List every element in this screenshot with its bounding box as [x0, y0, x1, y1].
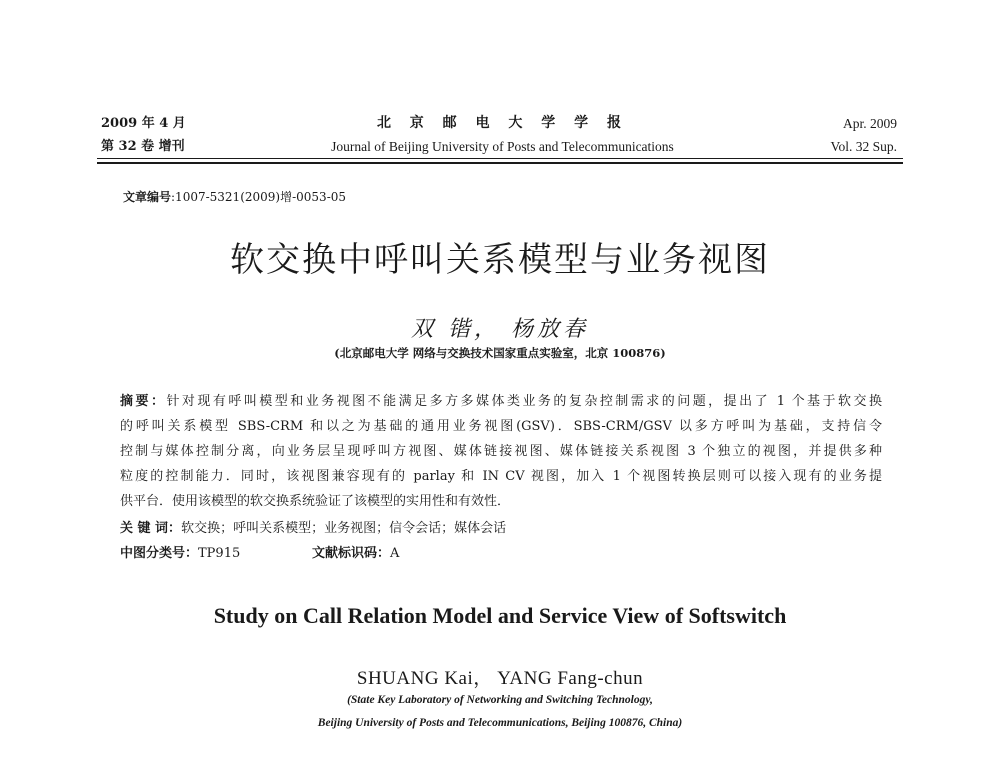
header-volume-en: Vol. 32 Sup.	[830, 139, 897, 154]
authors-en: SHUANG Kai， YANG Fang-chun	[356, 668, 644, 689]
clc-number	[120, 542, 240, 561]
clc-label: 中图分类号：	[120, 546, 199, 561]
abstract-text: 针对现有呼叫模型和业务视图不能满足多方多媒体类业务的复杂控制需求的问题，提出了 1 个基于软交换	[166, 394, 882, 409]
header-date-cn: 2009 年 4 月	[101, 116, 186, 131]
clc-value: TP915	[198, 546, 241, 561]
header-date-en: Apr. 2009	[843, 116, 897, 131]
affiliation-en-line-2: Beijing University of Posts and Telecommunications, Beijing 100876, China)	[317, 717, 683, 729]
doc-code-label: 文献标识码：	[312, 546, 391, 561]
header-volume-cn: 第 32 卷 增刊	[101, 139, 185, 154]
affiliation-cn: (北京邮电大学 网络与交换技术国家重点实验室，北京 100876)	[334, 346, 666, 360]
article-id	[123, 188, 346, 205]
doc-code-value: A	[390, 546, 400, 561]
abstract-line	[120, 393, 882, 411]
authors-cn: 双 锴， 杨放春	[411, 317, 589, 342]
article-id-label: 文章编号	[123, 190, 172, 204]
abstract-line: 粒度的控制能力．同时，该视图兼容现有的 parlay 和 IN CV 视图，加入 1 个视图转换层则可以接入现有的业务提	[120, 469, 882, 484]
keywords-label: 关 键 词：	[120, 521, 182, 536]
abstract-line: 供平台．使用该模型的软交换系统验证了该模型的实用性和有效性．	[120, 494, 511, 509]
abstract-label: 摘要：	[120, 394, 167, 409]
header-rule-thin	[97, 158, 903, 159]
article-id-value: :1007-5321(2009)增-0053-05	[171, 190, 347, 204]
header-rule-thick	[97, 162, 903, 164]
keywords	[120, 517, 506, 536]
affiliation-en-line-1: (State Key Laboratory of Networking and Switching Technology,	[347, 694, 653, 706]
page-title-en: Study on Call Relation Model and Service View of Softswitch	[213, 603, 787, 628]
header-journal-cn: 北 京 邮 电 大 学 学 报	[376, 115, 629, 131]
header-journal-en: Journal of Beijing University of Posts and Telecommunications	[331, 139, 674, 154]
keywords-value: 软交换；呼叫关系模型；业务视图；信令会话；媒体会话	[181, 521, 507, 536]
page-title-cn: 软交换中呼叫关系模型与业务视图	[230, 240, 770, 280]
abstract-line: 控制与媒体控制分离，向业务层呈现呼叫方视图、媒体链接视图、媒体链接关系视图 3 个独立的视图，并提供多种	[120, 444, 882, 459]
document-code	[312, 542, 399, 561]
abstract-line: 的呼叫关系模型 SBS-CRM 和以之为基础的通用业务视图(GSV)．SBS-CRM/GSV 以多方呼叫为基础，支持信令	[120, 419, 882, 434]
